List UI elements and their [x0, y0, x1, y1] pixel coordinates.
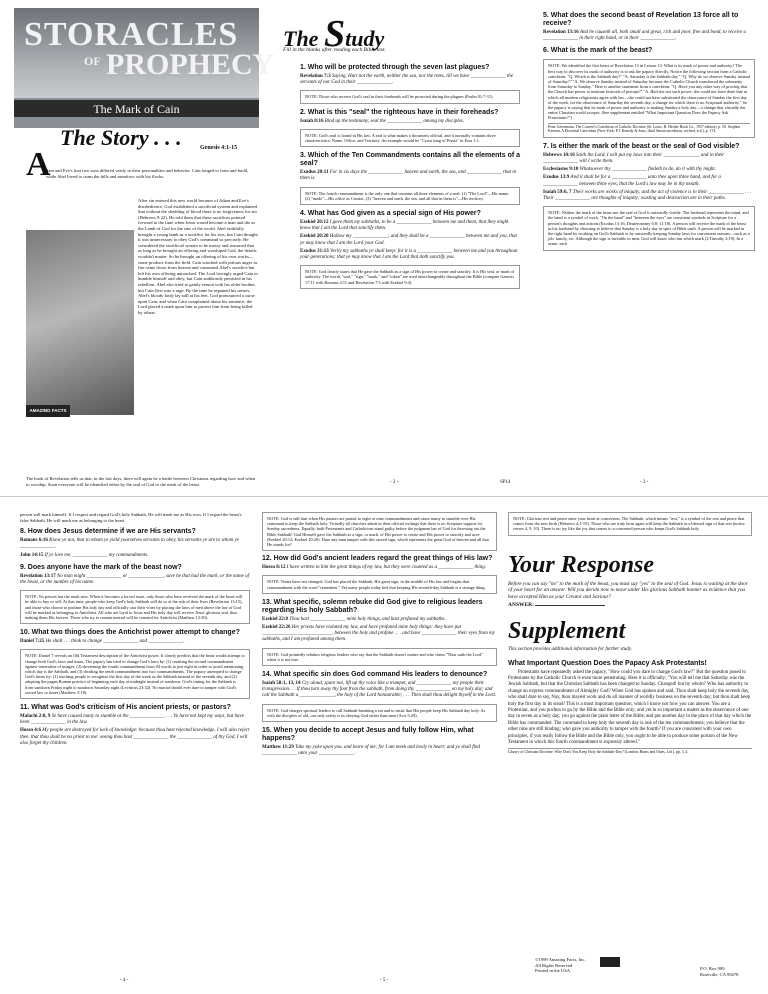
question-6-note: [543, 59, 755, 137]
question-2-text: 2. What is this "seal" the righteous have in their foreheads?: [300, 108, 499, 116]
story-title: [60, 125, 182, 151]
question-3-note: NOTE: The fourth commandment is the only one that contains all three elements of a seal: (1) "The Lord"—His name, (2) "made"—His office as Creator, (3) "heaven and earth, the sea, and all that in them is"—His territory.: [300, 187, 520, 205]
supplement-title: Supplement: [508, 618, 626, 645]
question-7: [543, 143, 755, 251]
question-7-verse-1: Hebrews 10:16 Saith the Lord, I will put my laws into their ______________, and in their ______________ will I write them.: [543, 152, 725, 165]
question-4-text: 4. What has God given as a special sign of His power?: [300, 210, 481, 218]
question-11-verse-1: Malachi 2:8, 9 Ye have caused many to stumble at the ______________ . . . Ye have not kept my ways, but have been ______________ in the law.: [20, 714, 244, 726]
question-12: [262, 555, 497, 594]
question-13-note: NOTE: God pointedly rebukes religious leaders who say that the Sabbath doesn't matter and who claim "Thus saith the Lord" when it is not true.: [262, 648, 497, 666]
story-text: [26, 168, 258, 181]
logo-text: AMAZING FACTS: [29, 408, 67, 413]
scripture-reference: Genesis 4:1-15: [200, 145, 238, 151]
page-number-5: - 5 -: [380, 978, 389, 983]
question-8-text: 8. How does Jesus determine if we are His servants?: [20, 528, 196, 536]
question-9-note: NOTE: No person has the mark now. When it becomes a forced issue, only those who have received the mark of the beast will be able to buy or sell. At that time, people who keep God's holy Sabbath will do so at the risk of their lives (Revelation 13:15), and those who choose to profane His holy day and officially cast their votes by placing the laws of men above the law of God will be marked as belonging to Antichrist. All who are loyal to Jesus and His holy day will receive Jesus' glorious seal, thus making them His forever. Those who try to remain neutral will be counted for Antichrist (Matthew 12:30).: [20, 590, 250, 624]
question-12-verse: Hosea 8:12 I have written to him the great things of my law, but they were counted as a ______________ thing.: [262, 565, 486, 571]
question-12-text: 12. How did God's ancient leaders regard the great things of His law?: [262, 555, 493, 563]
lesson-title: The Mark of Cain: [93, 102, 180, 116]
question-6-footnote: Peter Geiermann, The Convert's Catechism of Catholic Doctrine (St. Louis: B. Herder Book Co., 1957 edition), p. 50. Stephen Keenan, A Doctrinal Catechism (New York: P.J. Kenedy & Sons, third American edition, revised, n.d.), p. 174.: [548, 123, 750, 134]
question-4-verse-3: Exodus 31:13 Verily my sabbaths ye shall keep: for it is a ______________ between me and you throughout your generations; that ye may know that I am the Lord that doth sanctify you.: [300, 248, 518, 261]
answer-label: ANSWER:: [508, 602, 534, 609]
page-number-2: - 2 -: [390, 480, 399, 485]
amazing-facts-logo: [26, 405, 70, 417]
question-11: [20, 704, 250, 747]
address-block: [700, 966, 738, 977]
page-divider: [0, 496, 768, 497]
question-1: [300, 64, 520, 104]
question-8-verse-2: John 14:15 If ye love me, ______________ my commandments.: [20, 552, 149, 558]
supplement-footnote: Library of Christian Doctrine: Why Don't You Keep Holy the Sabbath-Day? (London: Burns and Oates, Ltd.), pp. 3, 4.: [508, 748, 752, 755]
bottom-right-column: [508, 512, 752, 755]
question-4-verse-1: Ezekiel 20:12 I gave them my sabbaths, to be a ______________ between me and them, that they might know that I am the Lord that sanctify them.: [300, 220, 509, 232]
question-10-note: NOTE: Daniel 7 reveals an Old Testament description of the Antichrist power. It clearly predicts that the beast would attempt to change both God's laws and times. The papacy has tried to change God's laws by: (1) omitting the second commandment against veneration of images, (2) shortening the fourth commandment from 94 words to just eight in order to avoid mentioning which day is the Sabbath, and (3) dividing the tenth commandment into two commandments. The papacy attempted to change God's times by: (1) teaching people to recognize the first day of the week as the Sabbath instead of the seventh day, and (2) adopting the pagan Roman practice of beginning each day at midnight instead of sundown. God's timing for the Sabbath is from sundown Friday night to sundown Saturday night (Leviticus 23:32). No mortal should ever dare to tamper with God's sacred law or times (Matthew 5:18).: [20, 649, 250, 699]
question-11-text: 11. What was God's criticism of His ancient priests, or pastors?: [20, 704, 231, 712]
question-9-verse: Revelation 13:17 No man might ______________ or ______________, save he that had the mark, or the name of the beast, or the number of his name.: [20, 573, 250, 585]
question-7-note: NOTE: Neither the mark of the beast nor the seal of God is outwardly visible. The forehead represents the mind, and the hand is a symbol of work. "On the hand" and "between the eyes" are consistent symbols in Scripture for a person's thoughts and actions (Exodus 13:16; Deuteronomy 6:8; 11:18). A person will receive the mark of the beast in his forehead by choosing to believe that Sunday is a holy day in spite of Bible truth. A person will be marked in the right hand by working on God's Sabbath or by outwardly keeping Sunday laws for convenient reasons—such as a job, family, etc. Although the sign is invisible to men, God will know who has which mark (2 Timothy 2:19). In a sense, each: [543, 206, 755, 250]
story-paragraph-1: dam and Eve's first two sons differed vastly in their personalities and behavior. Cain longed to farm and build, while Abel loved to roam the hills and meadows with his flocks.: [46, 168, 249, 179]
question-7-text: 7. Is either the mark of the beast or the seal of God visible?: [543, 142, 740, 150]
study-title-rest: tudy: [345, 26, 385, 51]
question-14-verse: Isaiah 58:1, 13, 14 Cry aloud, spare not, lift up thy voice like a trumpet, and ______________ my people their transgression. . . If thou turn away thy foot from the sabbath, from doing thy ______________ on my holy day; and call the Sabbath a ______________, the holy of the Lord honourable; . . . Then shalt thou delight thyself in the Lord.: [262, 681, 497, 699]
question-8-verse-1: Romans 6:16 Know ye not, that to whom ye yield yourselves servants to obey, his servants ye are to whom ye ______________.: [20, 538, 239, 550]
question-2-verse: Isaiah 8:16 Bind up the testimony, seal the ______________ among my disciples.: [300, 118, 465, 124]
study-instructions: Fill in the blanks after reading each Bible text.: [283, 47, 386, 53]
question-7-verse-3: Exodus 13:9 And it shall be for a ______________ unto thee upon thine hand, and for a ______________ between thine eyes, that the Lord's law may be in thy mouth.: [543, 175, 721, 187]
copyright-block: [535, 957, 586, 974]
page-code: SP14: [500, 480, 511, 485]
supplement-subtitle: This section provides additional information for further study.: [508, 647, 632, 653]
question-12-note: NOTE: Times have not changed. God has placed the Sabbath, His great sign, in the middle of His law and begins that commandment with the word "remember." Yet many people today feel that keeping His seventh-day Sabbath is a strange thing.: [262, 575, 497, 593]
address-line-1: P.O. Box 909: [700, 966, 725, 971]
question-14-note: NOTE: God charges spiritual leaders to call Sabbath-breaking a sin and to insist that His people keep His Sabbath day holy. As with the disciples of old, our only safety is in obeying God rather than men (Acts 5:29).: [262, 704, 497, 722]
bottom-middle-column: [262, 512, 497, 762]
answer-line: [508, 602, 752, 608]
story-closing: [26, 476, 258, 487]
supplement-question: What Important Question Does the Papacy Ask Protestants!: [508, 659, 707, 667]
cain-illustration: [26, 230, 134, 415]
bottom-left-column: [20, 512, 250, 752]
question-13-verse-1: Ezekiel 22:8 Thou hast ______________ mine holy things, and hast profaned my sabbaths.: [262, 616, 446, 622]
question-2-note: NOTE: God's seal is found in His law. A seal is what makes a document official, and it normally contains three characteristics: Name, Office, and Territory. An example would be "Cyrus king of Persia" in Ezra 1:1.: [300, 129, 520, 147]
question-2: [300, 109, 520, 148]
response-title: Your Response: [508, 551, 655, 578]
lesson-header: [14, 8, 275, 128]
copyright-line-2: All Rights Reserved: [535, 962, 573, 968]
question-4-note: NOTE: God clearly states that He gave the Sabbath as a sign of His power to create and sanctify. It is His seal, or mark of authority. The words "seal," "sign," "mark," and "token" are used interchangeably throughout the Bible (compare Genesis 17:11 with Romans 4:11 and Revelation 7:3 with Ezekiel 9:4).: [300, 265, 520, 289]
continued-text: person will mark himself. If I respect and regard God's holy Sabbath, He will mark me as His own. If I regard the beast's false Sabbath, He will mark me as belonging to the beast.: [20, 512, 242, 523]
copyright-line-1: ©1999 Amazing Facts, Inc.: [535, 957, 586, 962]
top-note: NOTE: God is still hurt when His pastors are partial to eight or nine commandments and cause many to stumble over His command to keep the Sabbath holy. Virtually all churches admit in their official writings that there is no Scripture support for Sunday sacredness. Equally, both Protestants and Catholicism stand guilty before the judgment bar of God for throwing out the Bible Sabbath! God Himself gave the Sabbath as a sign, or mark, of His power to create and His power to sanctify and save (Ezekiel 20:12; Ezekiel 20:20). Dare any man tamper with this sacred sign, which represents the great God of heaven and all that He stands for?: [262, 512, 497, 551]
story-body: [138, 198, 258, 315]
lesson-title-banner: [14, 100, 259, 117]
answer-blank[interactable]: [535, 605, 605, 606]
brand-line-1: STORACLES: [24, 16, 239, 53]
question-15: [262, 727, 497, 757]
question-4-verse-2: Ezekiel 20:20 Hallow my ______________; and they shall be a ______________ between me and you, that ye may know that I am the Lord your God.: [300, 234, 517, 246]
question-9: [20, 564, 250, 624]
question-14: [262, 671, 497, 722]
question-8: [20, 528, 250, 559]
question-9-text: 9. Does anyone have the mark of the beast now?: [20, 563, 182, 571]
question-1-text: 1. Who will be protected through the seven last plagues?: [300, 64, 490, 71]
question-13-text: 13. What specific, solemn rebuke did God give to religious leaders regarding His holy Sabbath?: [262, 598, 483, 614]
study-title-prefix: The: [283, 26, 324, 51]
copyright-line-3: Printed in the USA: [535, 968, 571, 974]
study-title-big: S: [323, 13, 346, 55]
question-11-verse-2: Hosea 4:6 My people are destroyed for lack of knowledge: because thou hast rejected knowledge, I will also reject thee, that thou shalt be no priest to me: seeing thou hast ______________ the ______________ of thy God, I will also forget thy children.: [20, 728, 250, 746]
conversion-note: NOTE: Glorious rest and peace enter your heart at conversion. The Sabbath, which means "rest," is a symbol of the rest and peace that comes from the new birth (Hebrews 4:1-10). Those who are truly born again will keep the Sabbath as a blessed sign of that rest (notice verses 4, 9, 10). There is no joy like the joy that comes to a converted person who keeps God's Sabbath holy.: [508, 512, 752, 536]
question-6: [543, 47, 755, 137]
story-dropcap: A: [26, 146, 51, 183]
question-1-note: NOTE: Those who receive God's seal in their foreheads will be protected during the plagues (Psalm 91:7-11).: [300, 90, 520, 103]
question-3: [300, 152, 520, 205]
question-10-verse: Daniel 7:25 He shall . . . think to change ______________ and ______________.: [20, 639, 185, 645]
question-5-text: 5. What does the second beast of Revelation 13 force all to receive?: [543, 12, 739, 27]
question-7-verse-4: Isaiah 59:6, 7 Their works are works of iniquity, and the act of violence is in their ______________ . . . Their ______________ are thoughts of iniquity; wasting and destruction are in their paths.: [543, 189, 752, 202]
question-15-text: 15. When you decide to accept Jesus and fully follow Him, what happens?: [262, 727, 474, 743]
question-4: [300, 210, 520, 289]
question-13-verse-2: Ezekiel 22:26 Her priests have violated my law, and have profaned mine holy things: they have put ______________ ______________ between the holy and profane . . . and have ______________ their eyes from my sabbaths, and I am profaned among them.: [262, 625, 495, 643]
question-3-text: 3. Which of the Ten Commandments contains all the elements of a seal?: [300, 152, 521, 168]
page-number-4: - 4 -: [120, 978, 129, 983]
question-5: [543, 12, 755, 42]
question-1-verse: Revelation 7:3 Saying, Hurt not the earth, neither the sea, nor the trees, till we have ______________ the servants of our God in their ______________.: [300, 74, 513, 86]
question-7-verse-2: Ecclesiastes 9:10 Whatsoever thy ______________ findeth to do, do it with thy might.: [543, 167, 717, 173]
story-paragraph-3: The book of Revelation tells us that, in the last days, there will again be a battle between Christians regarding how and when to worship. Soon everyone will be identified either by the seal of God or the mark of the beast.: [26, 476, 256, 487]
right-column: [543, 12, 755, 256]
page-number-3: - 3 -: [640, 480, 649, 485]
question-3-verse: Exodus 20:11 For in six days the ______________ heaven and earth, the sea, and ______________ that in them is.: [300, 170, 517, 182]
footer-logo: [600, 957, 620, 967]
brand-line-2: PROPHECY: [106, 48, 275, 81]
question-5-verse: Revelation 13:16 And he causeth all, both small and great, rich and poor, free and bond, to receive a ______________ in their right hand, or in their ______________.: [543, 30, 747, 42]
story-title-text: The Story . . .: [60, 125, 182, 150]
question-6-note-text: NOTE: We identified the first beast of Revelation 13 in Lesson 13. What is its mark of power and authority? The best way to discover its mark of authority is to ask the papacy directly. Notice the following section from a Catholic catechism: "Q. Which is the Sabbath day?" "A. Saturday is the Sabbath day." "Q. Why do we observe Sunday instead of Saturday?" "A. We observe Sunday instead of Saturday because the Catholic Church transferred the solemnity from Saturday to Sunday." Here is another statement from a catechism: "Q. Have you any other way of proving that the Church has power to institute festivals of precept?" "A. Had she not such power, she could not have done that in which all modern religionists agree with her—she could not have substituted the observance of Sunday the first day of the week, for the observance of Saturday the seventh day, a change for which there is no Scriptural authority." So the papacy is saying that its mark of power and authority is making Sunday a holy day—a change that virtually the entire Christian world accepts. (See supplement entitled "What Important Question Does the Papacy Ask Protestants?"): [548, 63, 750, 121]
question-10-text: 10. What two things does the Antichrist power attempt to change?: [20, 629, 240, 637]
story-paragraph-2: After sin entered this new world because of Adam and Eve's disobedience, God established a sacrificial system and explained that without the shedding of blood there is no forgiveness for sin (Hebrews 9:22). He told them that these sacrifices pointed forward to the time when Jesus would become a man and die as the Lamb of God for the sins of the world. Abel faithfully brought a young lamb as a sacrifice for his sins, but Cain thought it was unnecessary to obey God's command so precisely. He considered the sacrificial system to be messy and reasoned that as long as he brought an offering and worshiped God, the details wouldn't matter. So he brought an offering of his own works—some produce from the field. Cain watched with jealous anger as fire came down from heaven and consumed Abel's sacrifice but left his own offering untouched. The Lord lovingly urged Cain to humble himself and obey, but Cain stubbornly persisted in his rebellion. Abel also tried to gently reason with his older brother, but Cain flew into a rage. By the time he regained his senses, Abel's bloody body lay still at his feet. God pronounced a curse upon Cain, and when Cain complained about his sentence, the Lord placed a mark upon him to protect him from being killed by others.: [138, 198, 258, 315]
response-text: Before you can say "no" to the mark of the beast, you must say "yes" to the seal of God. Jesus is waiting at the door of your heart for an answer. Will you decide now to move under His glorious Sabbath banner as evidence that you have accepted Him as your Creator and Saviour?: [508, 580, 748, 600]
address-line-2: Roseville, CA 95678: [700, 971, 739, 977]
question-13: [262, 599, 497, 666]
question-6-text: 6. What is the mark of the beast?: [543, 47, 653, 55]
supplement-text: Protestants have repeatedly asked the papacy, "How could you dare to change God's law?" But the question posed to Protestants by the Catholic Church is even more penetrating. Here it is officially: "You will tell me that Saturday was the Jewish Sabbath, but that the Christian Sabbath has been changed to Sunday. Changed! but by whom? Who has authority to change an express commandment of Almighty God? When God has spoken and said, Thou shalt keep holy the seventh day, who shall dare to say, Nay, thou mayest work and do all manner of worldly business on the seventh day; but thou shalt keep holy the first day in its stead! This is a most important question, which I know not how you can answer. You are a Protestant, and you profess to go by the Bible and the Bible only; and yet in so important a matter as the observance of one day in seven as a holy day, you go against the plain letter of the Bible, and put another day in the place of that day which the Bible has commanded. The command to keep holy the seventh day is one of the ten commandments; you believe that the other nine are still binding; who gave you authority to tamper with the fourth? If you are consistent with your own principles, if you really follow the Bible and the Bible only, you ought to be able to produce some portion of the New Testament in which this fourth commandment is expressly altered.": [508, 669, 752, 745]
question-15-verse: Matthew 11:29 Take my yoke upon you, and learn of me; for I am meek and lowly in heart: and ye shall find ______________ unto your ______________.: [262, 745, 480, 757]
question-10: [20, 629, 250, 699]
brand-of: OF: [84, 54, 101, 68]
study-column: [300, 64, 520, 294]
question-14-text: 14. What specific sin does God command His leaders to denounce?: [262, 671, 488, 679]
